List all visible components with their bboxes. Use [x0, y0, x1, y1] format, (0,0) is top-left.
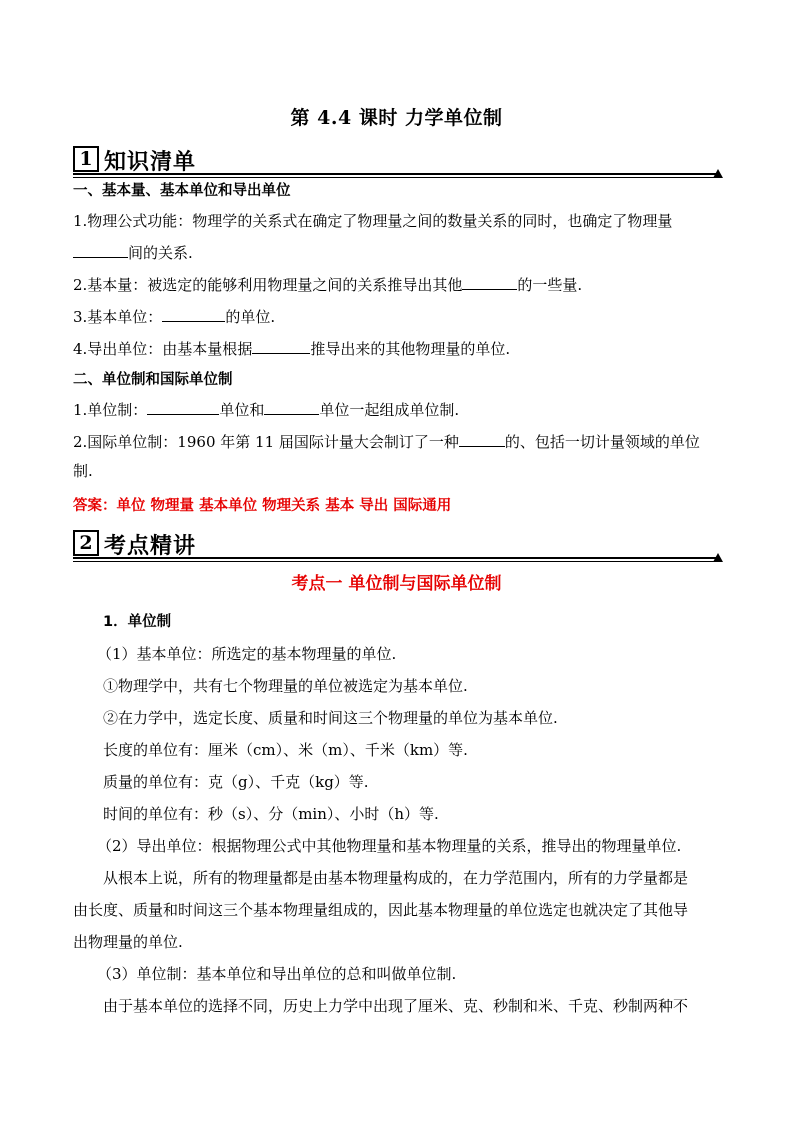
body-line: ①物理学中，共有七个物理量的单位被选定为基本单位.	[103, 677, 468, 695]
section-rule	[73, 173, 717, 175]
answer-line: 答案：单位 物理量 基本单位 物理关系 基本 导出 国际通用	[73, 498, 452, 514]
paragraph-1-line-1: 1.物理公式功能：物理学的关系式在确定了物理量之间的数量关系的同时，也确定了物理量	[73, 212, 673, 230]
paragraph-2: 2.基本量：被选定的能够利用物理量之间的关系推导出其他 的一些量.	[73, 276, 583, 294]
fill-blank	[162, 307, 225, 322]
body-line: 由于基本单位的选择不同，历史上力学中出现了厘米、克、秒制和米、千克、秒制两种不	[103, 997, 689, 1015]
paragraph-4: 4.导出单位：由基本量根据 推导出来的其他物理量的单位.	[73, 340, 511, 358]
body-line: （3）单位制：基本单位和导出单位的总和叫做单位制.	[97, 965, 457, 983]
body-line: （1）基本单位：所选定的基本物理量的单位.	[97, 645, 397, 663]
key-point-heading: 考点一 单位制与国际单位制	[291, 574, 502, 594]
page-title: 第 4.4 课时 力学单位制	[290, 107, 503, 129]
paragraph-6-line-2: 制.	[73, 462, 93, 480]
fill-blank	[147, 400, 219, 415]
paragraph-5: 1.单位制： 单位和 单位一起组成单位制.	[73, 401, 460, 419]
body-line: 时间的单位有：秒（s）、分（min）、小时（h）等.	[103, 805, 439, 823]
section-header-knowledge	[73, 146, 723, 176]
subheading-basic-quantities: 一、基本量、基本单位和导出单位	[73, 183, 291, 199]
body-line: 长度的单位有：厘米（cm）、米（m）、千米（km）等.	[103, 741, 468, 759]
paragraph-3: 3.基本单位： 的单位.	[73, 308, 276, 326]
body-line: 从根本上说，所有的物理量都是由基本物理量构成的，在力学范围内，所有的力学量都是	[103, 869, 689, 887]
section-rule-thin	[73, 177, 717, 178]
section-number-badge: 1	[73, 146, 99, 172]
body-line: ②在力学中，选定长度、质量和时间这三个物理量的单位为基本单位.	[103, 709, 558, 727]
section-rule-thin	[73, 561, 717, 562]
fill-blank	[462, 275, 517, 290]
fill-blank	[73, 243, 128, 258]
triangle-marker-icon	[713, 553, 723, 562]
body-line: （2）导出单位：根据物理公式中其他物理量和基本物理量的关系，推导出的物理量单位.	[97, 837, 682, 855]
section-title: 考点精讲	[104, 533, 197, 559]
body-line: 由长度、质量和时间这三个基本物理量组成的，因此基本物理量的单位选定也就决定了其他导	[73, 901, 689, 919]
section-rule	[73, 557, 717, 559]
triangle-marker-icon	[713, 169, 723, 178]
fill-blank	[264, 400, 319, 415]
paragraph-1-line-2: 间的关系.	[73, 243, 193, 263]
body-line: 出物理量的单位.	[73, 933, 183, 951]
subheading-unit-system: 二、单位制和国际单位制	[73, 372, 233, 388]
fill-blank	[252, 339, 310, 354]
fill-blank	[459, 432, 505, 447]
body-line: 质量的单位有：克（g）、千克（kg）等.	[103, 773, 369, 791]
section-number-badge: 2	[73, 530, 99, 556]
subheading-unit-system: 1．单位制	[103, 614, 172, 630]
section-header-key-points	[73, 530, 723, 560]
section-title: 知识清单	[104, 149, 197, 175]
paragraph-6-line-1: 2.国际单位制：1960 年第 11 届国际计量大会制订了一种 的、包括一切计量领域的单位	[73, 433, 700, 451]
